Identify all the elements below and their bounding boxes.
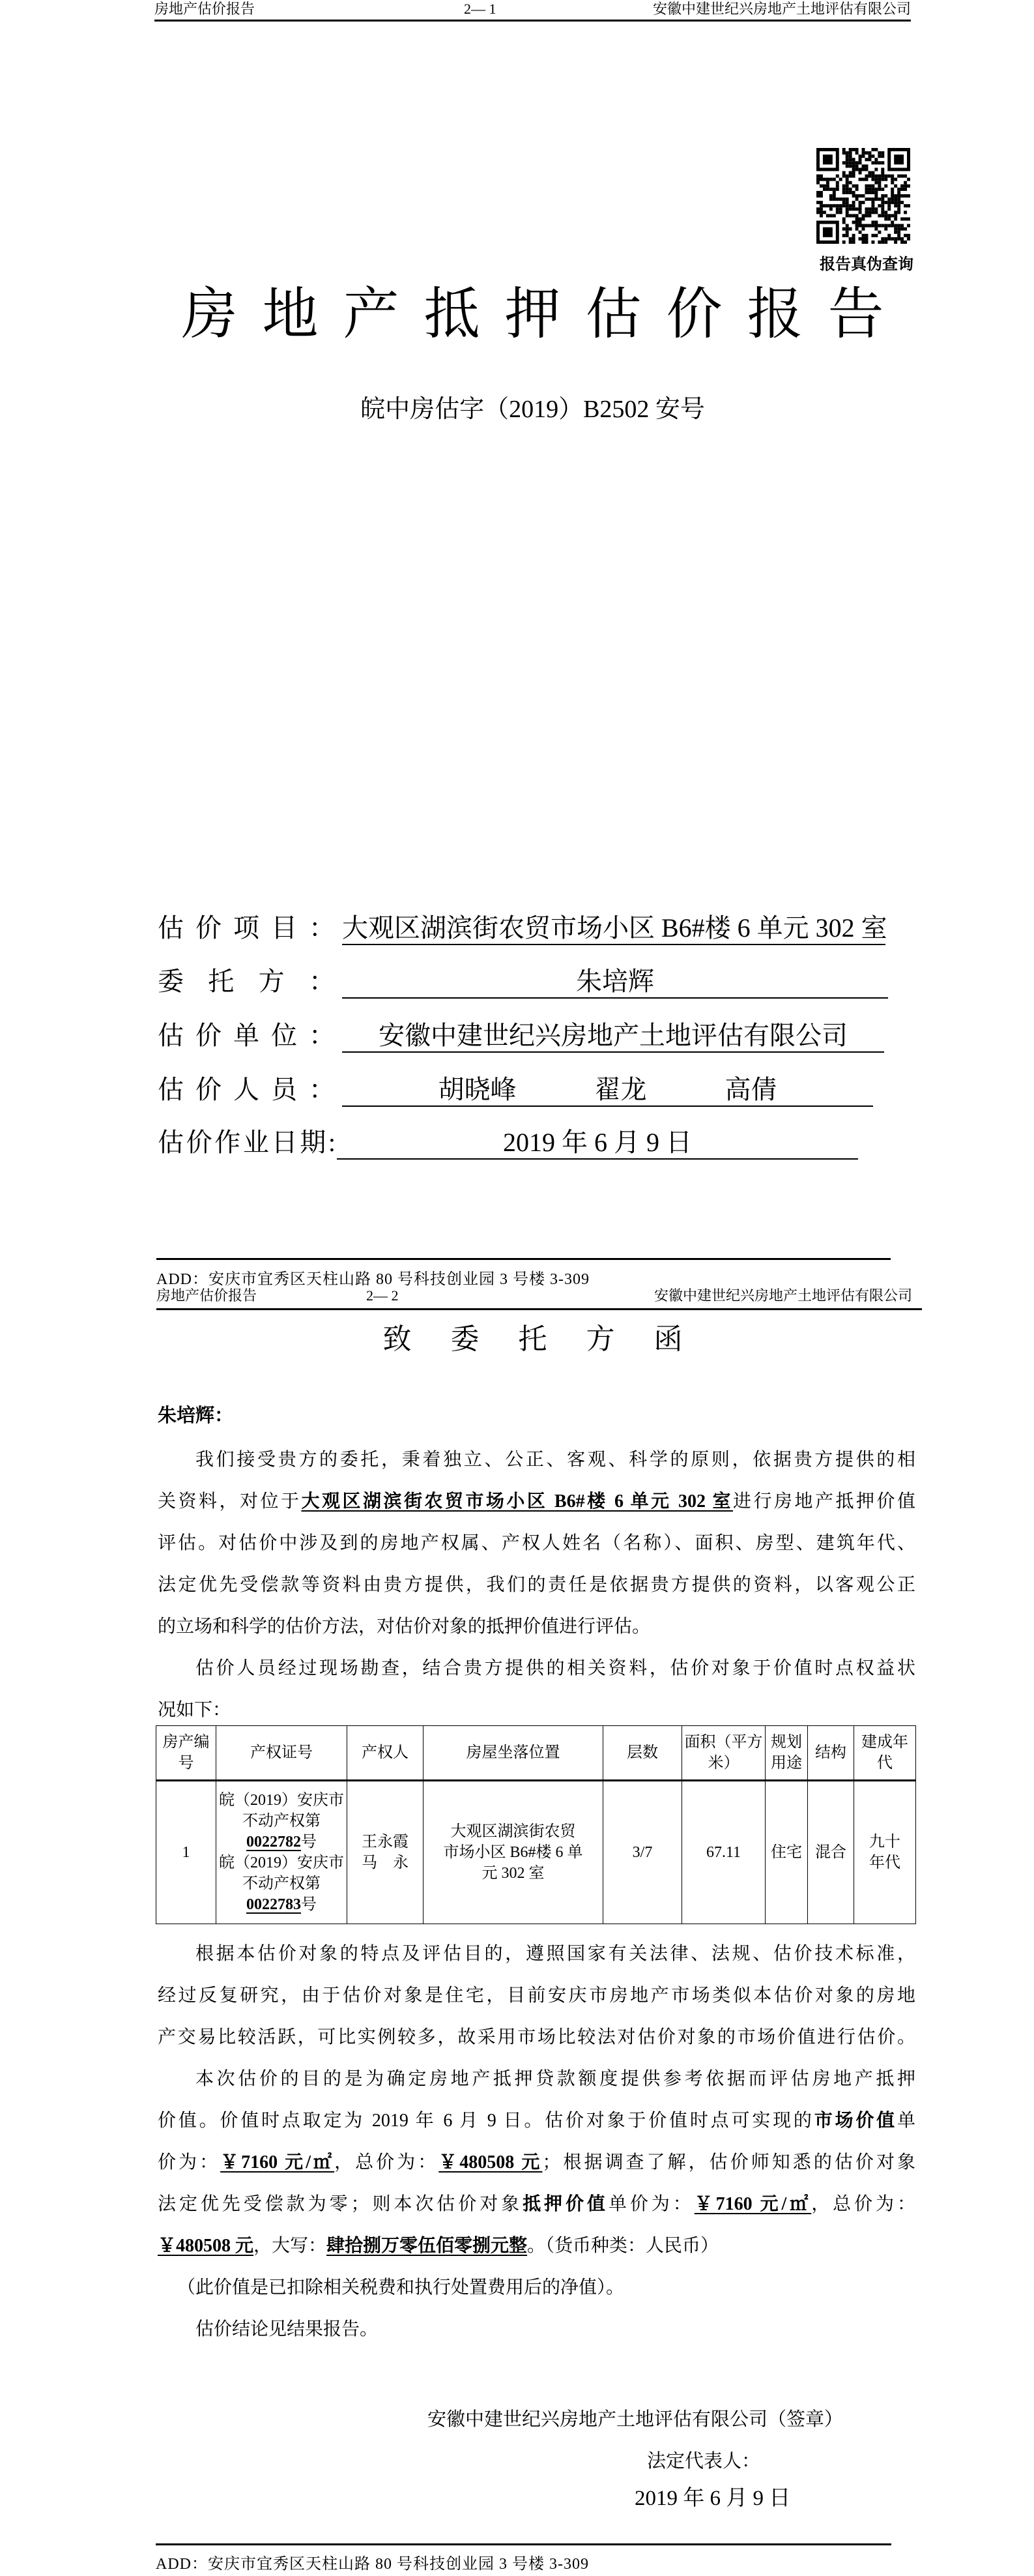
paragraph-line	[158, 2017, 915, 2058]
footer-address: ADD：安庆市宜秀区天柱山路 80 号科技创业园 3 号楼 3-309	[156, 1271, 590, 1288]
col-header-certificate-no: 产权证号	[216, 1726, 347, 1781]
col-header-structure: 结构	[808, 1726, 854, 1781]
text-segment: （此价值是已扣除相关税费和执行处置费用后的净值）。	[177, 2277, 625, 2298]
text-segment: ，总价为：	[334, 2152, 439, 2173]
certificate-1-number: 0022782	[246, 1834, 301, 1851]
field-value: 安徽中建世纪兴房地产土地评估有限公司	[342, 1020, 884, 1053]
paragraph-line	[158, 2184, 915, 2225]
header-company: 安徽中建世纪兴房地产土地评估有限公司	[652, 1, 911, 17]
table-row	[156, 1781, 916, 1924]
letter-body-intro	[158, 1439, 915, 1731]
text-segment: 法定优先受偿款等资料由贵方提供，我们的责任是依据贵方提供的资料，以客观公正	[158, 1575, 915, 1595]
certificate-2-suffix: 号	[301, 1896, 317, 1913]
paragraph-line	[158, 2309, 915, 2350]
letter-title: 致委托方函	[382, 1323, 722, 1355]
owner-1: 王永霞	[362, 1834, 409, 1851]
signature-company: 安徽中建世纪兴房地产土地评估有限公司（签章）	[427, 2409, 844, 2430]
paragraph-line	[158, 2267, 915, 2309]
col-header-property-no: 房产编号	[156, 1726, 216, 1781]
header-page-number: 2— 2	[366, 1287, 399, 1304]
field-label: 估价单位：	[158, 1021, 335, 1050]
certificate-2-number: 0022783	[246, 1896, 301, 1913]
paragraph-line	[158, 1564, 915, 1606]
qr-code-icon[interactable]	[816, 148, 910, 244]
footer-divider	[156, 2543, 891, 2545]
col-header-floors: 层数	[603, 1726, 682, 1781]
text-segment: 价为：	[158, 2152, 221, 2173]
text-segment: 价值。价值时点取定为 2019 年 6 月 9 日。估价对象于价值时点可实现的	[158, 2111, 814, 2131]
paragraph-line	[158, 2225, 915, 2267]
emphasized-text: 市场价值	[814, 2111, 897, 2131]
footer-address: ADD：安庆市宜秀区天柱山路 80 号科技创业园 3 号楼 3-309	[156, 2556, 589, 2573]
text-segment: 单价为：	[608, 2194, 695, 2214]
cell-property-no: 1	[156, 1781, 216, 1924]
paragraph-line	[158, 1523, 915, 1564]
col-header-area: 面积（平方米）	[682, 1726, 766, 1781]
header-page-number: 2— 1	[464, 1, 496, 17]
paragraph-line	[158, 1975, 915, 2017]
emphasized-text: 大观区湖滨街农贸市场小区 B6#楼 6 单元 302 室	[301, 1491, 734, 1512]
page2-header	[156, 1287, 912, 1305]
emphasized-text: ￥7160 元/㎡	[220, 2152, 335, 2173]
text-segment: 关资料，对位于	[158, 1491, 302, 1512]
text-segment: 估价人员经过现场勘查，结合贵方提供的相关资料，估价对象于价值时点权益状	[195, 1658, 915, 1678]
header-divider	[156, 1308, 922, 1310]
header-divider	[154, 20, 911, 22]
text-segment: 况如下：	[158, 1700, 231, 1720]
text-segment: 经过反复研究，由于估价对象是住宅，目前安庆市房地产市场类似本估价对象的房地	[158, 1985, 915, 2006]
emphasized-text: ￥480508 元	[438, 2152, 543, 2173]
field-label: 委托方：	[158, 967, 335, 996]
paragraph-line	[158, 2142, 915, 2184]
cell-certificate-no	[216, 1781, 347, 1924]
cell-era: 九十年代	[854, 1781, 916, 1924]
field-value: 胡晓峰 翟龙 高倩	[342, 1074, 873, 1107]
table-header-row	[156, 1726, 916, 1781]
field-value: 朱培辉	[342, 966, 888, 999]
paragraph-line	[158, 2058, 915, 2100]
paragraph-line	[158, 1606, 915, 1648]
text-segment: 我们接受贵方的委托，秉着独立、公正、客观、科学的原则，依据贵方提供的相	[195, 1450, 915, 1470]
text-segment: 根据本估价对象的特点及评估目的，遵照国家有关法律、法规、估价技术标准，	[195, 1944, 915, 1964]
field-label: 估价人员：	[158, 1075, 335, 1104]
cell-use: 住宅	[766, 1781, 808, 1924]
text-segment: 产交易比较活跃，可比实例较多，故采用市场比较法对估价对象的市场价值进行估价。	[158, 2027, 915, 2047]
text-segment: ，大写：	[253, 2236, 327, 2256]
paragraph-line	[158, 2100, 915, 2142]
field-label: 估价项目：	[158, 913, 335, 943]
paragraph-line	[158, 1481, 915, 1523]
certificate-1-prefix: 皖（2019）安庆市不动产权第	[219, 1792, 344, 1830]
header-report-type: 房地产估价报告	[154, 1, 255, 17]
text-segment: 估价结论见结果报告。	[195, 2319, 379, 2339]
footer-divider	[156, 1258, 891, 1260]
cell-owner	[347, 1781, 424, 1924]
emphasized-text: 抵押价值	[523, 2194, 609, 2214]
col-header-use: 规划用途	[766, 1726, 808, 1781]
letter-body-conclusion	[158, 1933, 915, 2350]
text-segment: ，总价为：	[811, 2194, 915, 2214]
text-segment: 的立场和科学的估价方法，对估价对象的抵押价值进行评估。	[158, 1617, 651, 1637]
emphasized-text: ￥7160 元/㎡	[694, 2194, 812, 2214]
qr-verify-label: 报告真伪查询	[820, 256, 913, 273]
col-header-location: 房屋坐落位置	[424, 1726, 603, 1781]
cell-area: 67.11	[682, 1781, 766, 1924]
header-company: 安徽中建世纪兴房地产土地评估有限公司	[653, 1287, 912, 1304]
text-segment: 本次估价的目的是为确定房地产抵押贷款额度提供参考依据而评估房地产抵押	[195, 2069, 915, 2089]
cell-floors: 3/7	[603, 1781, 682, 1924]
cell-location: 大观区湖滨街农贸市场小区 B6#楼 6 单元 302 室	[424, 1781, 603, 1924]
signature-legal-representative: 法定代表人：	[647, 2451, 761, 2472]
property-table	[156, 1725, 916, 1924]
col-header-era: 建成年代	[854, 1726, 916, 1781]
paragraph-line	[158, 1933, 915, 1975]
certificate-2-prefix: 皖（2019）安庆市不动产权第	[219, 1854, 344, 1892]
salutation: 朱培辉：	[158, 1405, 234, 1426]
report-number: 皖中房估字（2019）B2502 安号	[360, 396, 705, 423]
text-segment: ；根据调查了解，估价师知悉的估价对象	[542, 2152, 915, 2173]
field-value: 大观区湖滨街农贸市场小区 B6#楼 6 单元 302 室	[342, 913, 885, 945]
page1-header	[154, 0, 911, 18]
text-segment: 。（货币种类：人民币）	[527, 2236, 719, 2256]
paragraph-line	[158, 1648, 915, 1690]
certificate-1-suffix: 号	[301, 1834, 317, 1851]
signature-date: 2019 年 6 月 9 日	[635, 2487, 791, 2510]
cell-structure: 混合	[808, 1781, 854, 1924]
paragraph-line	[158, 1439, 915, 1481]
emphasized-text: ￥480508 元	[158, 2236, 254, 2256]
text-segment: 评估。对估价中涉及到的房地产权属、产权人姓名（名称）、面积、房型、建筑年代、	[158, 1533, 915, 1553]
report-title: 房地产抵押估价报告	[181, 283, 909, 345]
field-value: 2019 年 6 月 9 日	[337, 1127, 858, 1160]
field-label: 估价作业日期:	[158, 1128, 335, 1157]
emphasized-text: 肆拾捌万零伍佰零捌元整	[326, 2236, 528, 2256]
text-segment: 单	[897, 2111, 915, 2131]
header-report-type: 房地产估价报告	[156, 1287, 257, 1304]
owner-2: 马 永	[362, 1854, 409, 1871]
col-header-owner: 产权人	[347, 1726, 424, 1781]
text-segment: 法定优先受偿款为零；则本次估价对象	[158, 2194, 523, 2214]
text-segment: 进行房地产抵押价值	[733, 1491, 915, 1512]
